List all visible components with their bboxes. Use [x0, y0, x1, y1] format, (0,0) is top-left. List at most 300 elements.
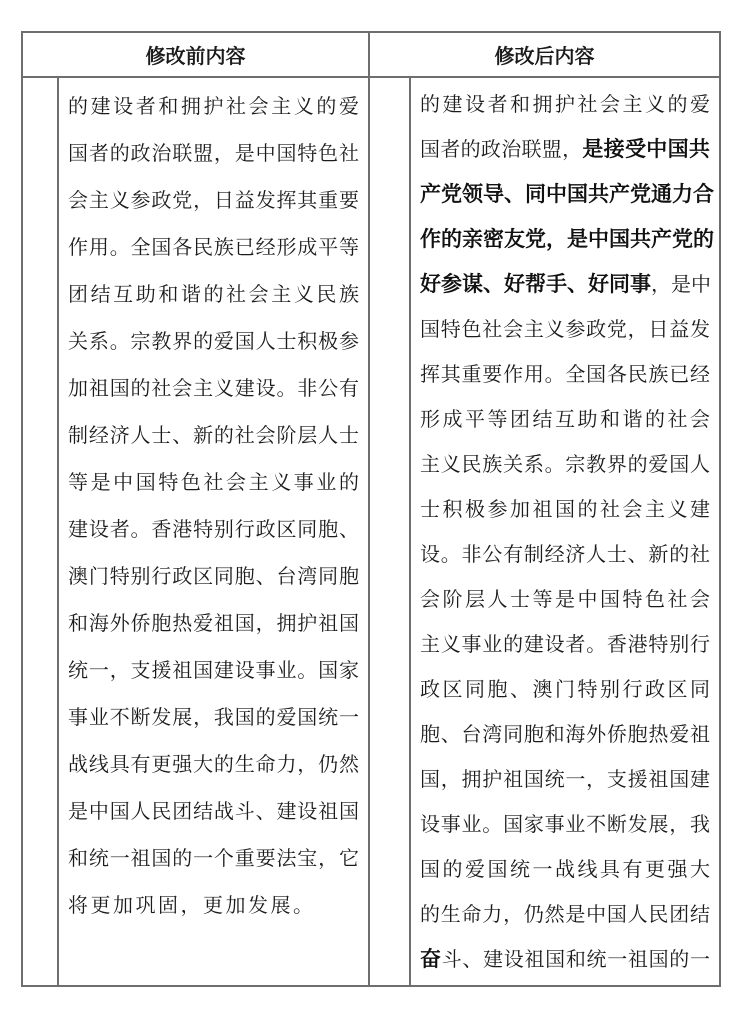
body-char: 港 — [627, 633, 648, 656]
body-char: 一 — [565, 768, 586, 791]
body-char: 有 — [503, 543, 524, 566]
body-char: 用 — [523, 363, 544, 386]
body-char: 护 — [203, 95, 224, 118]
body-char: 香 — [606, 633, 627, 656]
body-char: 会 — [255, 424, 276, 447]
revised-bold-char: 中 — [646, 138, 668, 161]
body-char: 别 — [669, 633, 690, 656]
body-char: 全 — [130, 236, 151, 259]
body-char: 的 — [503, 633, 524, 656]
revised-bold-char: 的 — [693, 228, 714, 251]
body-char: 事 — [255, 659, 276, 682]
body-char: 援 — [151, 659, 172, 682]
body-char: 发 — [689, 318, 710, 341]
body-char: 、 — [255, 800, 276, 823]
body-char: 中 — [691, 273, 711, 296]
body-char: 护 — [297, 612, 318, 635]
body-char: 国 — [234, 612, 255, 635]
revised-bold-char: 密 — [483, 228, 504, 251]
body-char: 别 — [600, 678, 620, 701]
body-char: ， — [651, 273, 671, 296]
body-char: 有 — [130, 753, 151, 776]
body-char: 的 — [420, 93, 440, 116]
body-char: 业 — [88, 706, 109, 729]
body-char: 国 — [276, 142, 297, 165]
body-char: 成 — [297, 236, 318, 259]
body-char: 族 — [648, 363, 669, 386]
body-char: 拥 — [532, 93, 553, 116]
body-char: 建 — [213, 659, 234, 682]
body-char: 助 — [135, 283, 156, 306]
body-char: 义 — [440, 453, 461, 476]
body-char: 人 — [689, 453, 710, 476]
body-char: 生 — [440, 903, 461, 926]
body-char: 祖 — [627, 948, 648, 971]
body-char: 的 — [316, 95, 337, 118]
body-char: 族 — [213, 236, 234, 259]
body-char: 平 — [465, 408, 485, 431]
body-char: 新 — [193, 424, 214, 447]
body-char: 同 — [213, 565, 234, 588]
body-char: 斗 — [234, 800, 255, 823]
body-char: 士 — [606, 543, 627, 566]
revised-bold-char: 友 — [504, 228, 525, 251]
body-char: 祖 — [524, 948, 545, 971]
body-char: 结 — [689, 903, 710, 926]
body-char: 族 — [338, 283, 359, 306]
body-char: 主 — [523, 318, 544, 341]
body-char: 人 — [627, 903, 648, 926]
body-char: 中 — [113, 471, 134, 494]
body-char: 盟 — [541, 138, 562, 161]
body-char: 经 — [689, 363, 710, 386]
body-char: 和 — [510, 93, 530, 116]
body-char: 建 — [523, 633, 544, 656]
revised-bold-char: 、 — [567, 273, 588, 296]
body-char: 各 — [606, 363, 627, 386]
body-char: 义 — [293, 95, 314, 118]
revised-bold-char: 好 — [504, 273, 525, 296]
body-char: 展 — [172, 706, 193, 729]
body-char: 加 — [225, 894, 246, 917]
body-char: 区 — [276, 518, 297, 541]
body-char: 胞 — [523, 723, 544, 746]
body-char: 热 — [172, 612, 193, 635]
body-char: 政 — [255, 518, 276, 541]
body-char: 祖 — [503, 768, 524, 791]
body-char: 社 — [203, 471, 224, 494]
body-char: 主 — [271, 95, 292, 118]
body-char: 人 — [487, 588, 508, 611]
gutter-cell-after — [370, 78, 411, 985]
body-char: 一 — [109, 847, 130, 870]
body-char: 的 — [130, 377, 151, 400]
body-char: 统 — [318, 706, 339, 729]
body-char: 业 — [482, 633, 503, 656]
body-char: 强 — [172, 753, 193, 776]
body-char: 一 — [532, 858, 553, 881]
body-char: 同 — [690, 678, 710, 701]
body-char: 结 — [193, 800, 214, 823]
body-char: 者 — [565, 633, 586, 656]
body-char: 同 — [465, 678, 485, 701]
body-char: ， — [627, 318, 648, 341]
body-char: 者 — [135, 95, 156, 118]
body-char: 是 — [68, 800, 88, 823]
body-char: 谐 — [622, 408, 643, 431]
body-char: 。 — [586, 633, 607, 656]
body-char: 别 — [130, 565, 151, 588]
body-char: 同 — [297, 518, 318, 541]
body-char: 一 — [193, 847, 214, 870]
body-char: 和 — [158, 283, 179, 306]
body-char: 的 — [627, 453, 648, 476]
body-char: 、 — [627, 543, 648, 566]
body-char: 同 — [503, 723, 524, 746]
body-char: 。 — [276, 377, 297, 400]
body-char: 侨 — [606, 723, 627, 746]
body-char: 政 — [420, 678, 440, 701]
revised-bold-char: 领 — [462, 183, 483, 206]
body-char: 仍 — [318, 753, 339, 776]
body-char: 义 — [271, 471, 292, 494]
body-char: 的 — [460, 138, 481, 161]
body-char: 会 — [622, 498, 643, 521]
body-char: 展 — [648, 813, 669, 836]
revised-bold-char: 同 — [525, 183, 546, 206]
body-char: 国 — [420, 318, 440, 341]
body-char: 的 — [338, 471, 359, 494]
body-char: 统 — [544, 768, 565, 791]
body-char: 祖 — [88, 377, 109, 400]
body-char: 爱 — [276, 706, 297, 729]
body-char: 公 — [318, 377, 339, 400]
body-char: 民 — [193, 236, 214, 259]
body-char: 特 — [648, 633, 669, 656]
body-char: ， — [255, 612, 276, 635]
body-char: 斗 — [441, 948, 462, 971]
body-char: 已 — [669, 363, 690, 386]
body-char: 胞 — [338, 565, 359, 588]
body-char: 会 — [600, 93, 620, 116]
body-char: 、 — [338, 518, 359, 541]
body-char: 社 — [689, 543, 710, 566]
body-char: 宗 — [130, 330, 151, 353]
body-char: 已 — [234, 236, 255, 259]
body-char: 会 — [248, 95, 269, 118]
body-char: 生 — [234, 753, 255, 776]
body-char: 形 — [276, 236, 297, 259]
body-char: 战 — [555, 858, 575, 881]
body-char: 民 — [627, 363, 648, 386]
body-char: 设 — [88, 518, 109, 541]
body-char: 湾 — [482, 723, 503, 746]
body-char: 巩 — [135, 894, 156, 917]
body-char: 的 — [255, 706, 276, 729]
body-char: 统 — [88, 847, 109, 870]
body-char: 日 — [213, 189, 234, 212]
body-char: 建 — [68, 518, 88, 541]
body-char: 国 — [487, 858, 508, 881]
body-char: 祖 — [130, 847, 151, 870]
body-char: 公 — [482, 543, 503, 566]
body-char: 主 — [88, 189, 109, 212]
body-char: 各 — [172, 236, 193, 259]
body-char: 国 — [151, 236, 172, 259]
gutter-cell-before — [23, 78, 59, 985]
body-char: 经 — [88, 424, 109, 447]
revised-bold-char: 受 — [624, 138, 646, 161]
body-char: 拥 — [461, 768, 482, 791]
body-char: 的 — [420, 903, 440, 926]
body-char: 民 — [151, 800, 172, 823]
body-char: 政 — [172, 565, 193, 588]
body-char: 战 — [68, 753, 88, 776]
body-char: 台 — [461, 723, 482, 746]
body-char: 主 — [645, 498, 665, 521]
body-char: 和 — [68, 612, 88, 635]
body-char: 挥 — [276, 189, 297, 212]
body-char: 设 — [113, 95, 134, 118]
revised-bold-char: 好 — [588, 273, 609, 296]
body-char: 系 — [88, 330, 109, 353]
body-char: 参 — [130, 189, 151, 212]
revised-bold-char: 合 — [693, 183, 714, 206]
body-char: 建 — [276, 800, 297, 823]
body-char: 国 — [669, 453, 690, 476]
body-char: 国 — [338, 612, 359, 635]
body-char: 团 — [172, 800, 193, 823]
body-char: 界 — [172, 330, 193, 353]
body-char: 更 — [645, 858, 665, 881]
body-char: 国 — [109, 377, 130, 400]
body-char: ， — [213, 142, 234, 165]
body-char: 社 — [234, 424, 255, 447]
body-char: 仍 — [523, 903, 544, 926]
body-char: 士 — [510, 588, 530, 611]
body-char: 的 — [193, 330, 214, 353]
body-char: 义 — [645, 93, 665, 116]
revised-bold-char: 国 — [609, 228, 630, 251]
body-char: 门 — [555, 678, 575, 701]
body-char: 外 — [109, 612, 130, 635]
body-char: 层 — [465, 588, 485, 611]
body-char: 国 — [68, 142, 88, 165]
body-char: 胞 — [420, 723, 440, 746]
body-char: 行 — [622, 678, 643, 701]
body-char: 团 — [669, 903, 690, 926]
header-cell-after — [370, 33, 719, 78]
body-char: 建 — [442, 93, 463, 116]
after-content-cell — [411, 78, 719, 985]
body-char: 党 — [606, 318, 627, 341]
body-char: 、 — [255, 565, 276, 588]
body-char: 会 — [226, 471, 247, 494]
body-char: 国 — [420, 858, 440, 881]
body-char: 统 — [68, 659, 88, 682]
body-char: 命 — [255, 753, 276, 776]
body-char: 力 — [482, 903, 503, 926]
body-char: 会 — [248, 283, 269, 306]
body-char: 人 — [255, 330, 276, 353]
body-char: 参 — [338, 330, 359, 353]
body-char: 力 — [276, 753, 297, 776]
body-char: 有 — [622, 858, 643, 881]
body-char: 的 — [213, 753, 234, 776]
before-content-cell — [59, 78, 370, 985]
body-char: 义 — [667, 498, 688, 521]
revised-bold-char: 接 — [603, 138, 625, 161]
body-char: 建 — [483, 948, 504, 971]
body-char: 我 — [689, 813, 710, 836]
body-char: 经 — [255, 236, 276, 259]
body-char: 主 — [248, 471, 269, 494]
body-char: 特 — [440, 318, 461, 341]
body-char: 更 — [90, 894, 111, 917]
body-char: 国 — [135, 471, 156, 494]
revised-bold-char: 的 — [441, 228, 462, 251]
body-char: 的 — [669, 543, 690, 566]
body-char: 。 — [544, 453, 565, 476]
body-char: 澳 — [68, 565, 88, 588]
body-char: 极 — [318, 330, 339, 353]
body-char: 线 — [577, 858, 598, 881]
body-char: 爱 — [338, 95, 359, 118]
body-char: 国 — [338, 800, 359, 823]
body-char: 特 — [622, 588, 643, 611]
body-char: 义 — [213, 377, 234, 400]
body-char: 具 — [600, 858, 620, 881]
body-char: 家 — [338, 659, 359, 682]
body-char: 民 — [461, 453, 482, 476]
body-char: 重 — [318, 189, 339, 212]
body-char: 战 — [213, 800, 234, 823]
body-char: 民 — [648, 903, 669, 926]
body-char: 线 — [88, 753, 109, 776]
body-char: 更 — [203, 894, 223, 917]
body-char: 行 — [689, 633, 710, 656]
revised-bold-char: 国 — [667, 138, 689, 161]
body-char: 族 — [482, 453, 503, 476]
body-char: 国 — [555, 498, 575, 521]
body-char: 全 — [565, 363, 586, 386]
body-char: 色 — [461, 318, 482, 341]
header-after-label: 修改后内容 — [494, 46, 595, 68]
body-char: 教 — [586, 453, 607, 476]
revised-bold-char: 亲 — [462, 228, 483, 251]
revised-bold-char: 共 — [688, 138, 710, 161]
body-char: 援 — [627, 768, 648, 791]
body-char: 社 — [577, 93, 598, 116]
body-char: 会 — [68, 189, 88, 212]
body-char: ， — [562, 138, 583, 161]
body-char: 祖 — [318, 612, 339, 635]
body-char: 然 — [338, 753, 359, 776]
body-char: 平 — [318, 236, 339, 259]
body-char: 和 — [600, 408, 620, 431]
body-char: 它 — [338, 847, 359, 870]
body-char: 等 — [68, 471, 88, 494]
body-char: 重 — [234, 847, 255, 870]
body-char: 人 — [318, 424, 339, 447]
body-char: 不 — [586, 813, 607, 836]
body-char: 要 — [255, 847, 276, 870]
body-char: 一 — [338, 706, 359, 729]
body-char: 社 — [226, 283, 247, 306]
revised-bold-char: 谋 — [462, 273, 483, 296]
body-char: 教 — [151, 330, 172, 353]
body-char: 统 — [586, 948, 607, 971]
body-char: 日 — [648, 318, 669, 341]
body-char: 国 — [606, 903, 627, 926]
body-char: 层 — [297, 424, 318, 447]
body-char: 会 — [420, 588, 440, 611]
body-char: 。 — [130, 518, 151, 541]
body-char: 断 — [130, 706, 151, 729]
body-char: 非 — [297, 377, 318, 400]
body-char: 挥 — [420, 363, 440, 386]
body-char: 用 — [88, 236, 109, 259]
body-char: 互 — [113, 283, 134, 306]
body-char: 主 — [271, 283, 292, 306]
body-char: 社 — [667, 408, 688, 431]
body-char: 团 — [68, 283, 88, 306]
body-char: 祖 — [213, 612, 234, 635]
body-char: 港 — [172, 518, 193, 541]
body-char: 党 — [172, 189, 193, 212]
body-char: 祖 — [318, 800, 339, 823]
body-char: 侨 — [130, 612, 151, 635]
body-char: 士 — [151, 424, 172, 447]
body-char: 家 — [523, 813, 544, 836]
body-char: 国 — [318, 659, 339, 682]
body-char: 。 — [297, 659, 318, 682]
body-char: 结 — [532, 408, 553, 431]
body-char: 特 — [109, 565, 130, 588]
body-char: 支 — [130, 659, 151, 682]
revised-bold-char: 同 — [609, 273, 630, 296]
body-char: 断 — [606, 813, 627, 836]
body-char: 其 — [297, 189, 318, 212]
body-char: 国 — [234, 330, 255, 353]
body-char: 形 — [420, 408, 440, 431]
body-char: 建 — [234, 377, 255, 400]
body-char: 的 — [645, 408, 665, 431]
body-char: ， — [193, 189, 214, 212]
body-char: 大 — [193, 753, 214, 776]
before-content-text — [68, 83, 359, 929]
revised-bold-char: 共 — [588, 183, 609, 206]
body-char: 个 — [213, 847, 234, 870]
body-char: 护 — [555, 93, 575, 116]
body-char: 联 — [172, 142, 193, 165]
body-char: 主 — [420, 453, 440, 476]
body-char: 事 — [293, 471, 314, 494]
body-char: 国 — [420, 768, 440, 791]
body-char: 社 — [151, 377, 172, 400]
body-char: ， — [193, 706, 214, 729]
body-char: 事 — [544, 813, 565, 836]
body-char: 新 — [648, 543, 669, 566]
body-char: 。 — [109, 236, 130, 259]
body-char: 要 — [338, 189, 359, 212]
body-char: 是 — [671, 273, 691, 296]
body-char: 者 — [88, 142, 109, 165]
body-char: 的 — [669, 948, 690, 971]
body-char: 系 — [523, 453, 544, 476]
body-char: 国 — [151, 847, 172, 870]
body-char: 义 — [109, 189, 130, 212]
